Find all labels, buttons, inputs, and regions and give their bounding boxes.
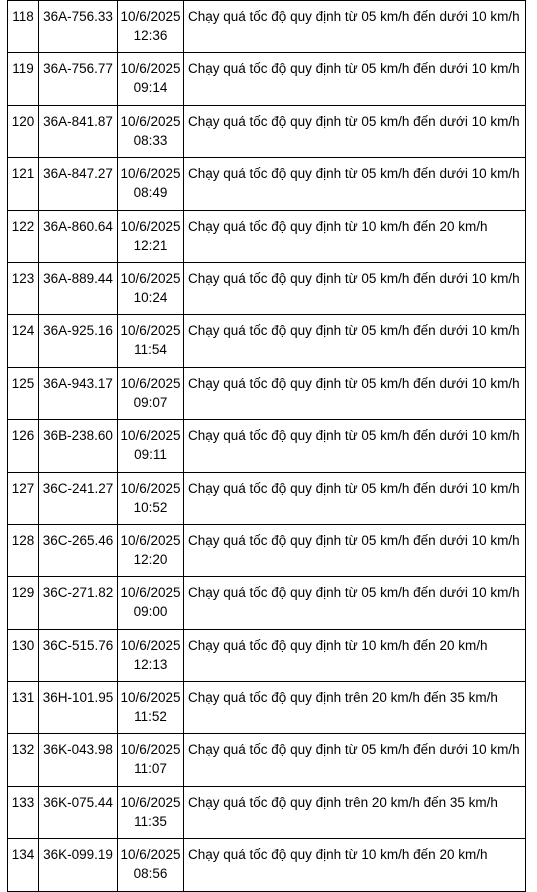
datetime-cell: [118, 1, 184, 53]
violation-cell: Chạy quá tốc độ quy định trên 20 km/h đến 35 km/h: [184, 786, 526, 838]
date-text: 10/6/2025: [120, 585, 181, 601]
time-text: 11:52: [134, 709, 167, 725]
license-plate-cell: 36A-841.87: [39, 105, 118, 157]
date-text: 10/6/2025: [120, 375, 181, 391]
table-row: [8, 367, 526, 419]
table-row: [8, 472, 526, 524]
violation-cell: Chạy quá tốc độ quy định từ 10 km/h đến 20 km/h: [184, 839, 526, 891]
datetime-cell: [118, 472, 184, 524]
license-plate-cell: 36K-075.44: [39, 786, 118, 838]
license-plate-cell: 36H-101.95: [39, 682, 118, 734]
violation-cell: Chạy quá tốc độ quy định từ 05 km/h đến dưới 10 km/h: [184, 1, 526, 53]
datetime-cell: [118, 577, 184, 629]
datetime-cell: [118, 315, 184, 367]
time-text: 10:52: [133, 499, 168, 515]
datetime-cell: [118, 734, 184, 786]
row-number-cell: 134: [8, 839, 39, 891]
violations-table: [7, 0, 526, 892]
date-text: 10/6/2025: [120, 270, 181, 286]
license-plate-cell: 36C-271.82: [39, 577, 118, 629]
table-row: [8, 158, 526, 210]
datetime-cell: [118, 682, 184, 734]
license-plate-cell: 36A-860.64: [39, 210, 118, 262]
datetime-cell: [118, 158, 184, 210]
table-row: [8, 420, 526, 472]
license-plate-cell: 36A-925.16: [39, 315, 118, 367]
date-text: 10/6/2025: [120, 690, 181, 706]
datetime-cell: [118, 367, 184, 419]
license-plate-cell: 36A-889.44: [39, 262, 118, 314]
license-plate-cell: 36A-756.77: [39, 53, 118, 105]
table-row: [8, 315, 526, 367]
time-text: 11:07: [134, 761, 167, 777]
time-text: 09:07: [133, 394, 168, 410]
row-number-cell: 123: [8, 262, 39, 314]
row-number-cell: 121: [8, 158, 39, 210]
time-text: 08:33: [133, 132, 168, 148]
datetime-cell: [118, 53, 184, 105]
date-text: 10/6/2025: [120, 166, 181, 182]
license-plate-cell: 36C-241.27: [39, 472, 118, 524]
date-text: 10/6/2025: [120, 794, 181, 810]
table-row: [8, 682, 526, 734]
date-text: 10/6/2025: [120, 218, 181, 234]
row-number-cell: 124: [8, 315, 39, 367]
time-text: 12:36: [133, 28, 168, 43]
datetime-cell: [118, 524, 184, 576]
violation-cell: Chạy quá tốc độ quy định từ 05 km/h đến dưới 10 km/h: [184, 367, 526, 419]
row-number-cell: 130: [8, 629, 39, 681]
table-row: [8, 786, 526, 838]
time-text: 09:14: [133, 80, 168, 96]
date-text: 10/6/2025: [120, 428, 181, 444]
violation-cell: Chạy quá tốc độ quy định từ 05 km/h đến dưới 10 km/h: [184, 420, 526, 472]
time-text: 08:49: [133, 185, 168, 201]
date-text: 10/6/2025: [120, 61, 181, 77]
violation-cell: Chạy quá tốc độ quy định từ 10 km/h đến 20 km/h: [184, 629, 526, 681]
row-number-cell: 118: [8, 1, 39, 53]
time-text: 11:35: [134, 813, 167, 829]
datetime-cell: [118, 786, 184, 838]
table-row: [8, 53, 526, 105]
row-number-cell: 122: [8, 210, 39, 262]
license-plate-cell: 36A-756.33: [39, 1, 118, 53]
time-text: 12:20: [133, 551, 168, 567]
date-text: 10/6/2025: [120, 9, 181, 24]
time-text: 10:24: [133, 289, 168, 305]
license-plate-cell: 36C-265.46: [39, 524, 118, 576]
datetime-cell: [118, 629, 184, 681]
row-number-cell: 133: [8, 786, 39, 838]
row-number-cell: 125: [8, 367, 39, 419]
row-number-cell: 119: [8, 53, 39, 105]
time-text: 09:11: [134, 447, 167, 463]
time-text: 08:56: [133, 866, 168, 882]
time-text: 12:21: [133, 237, 168, 253]
violation-cell: Chạy quá tốc độ quy định trên 20 km/h đến 35 km/h: [184, 682, 526, 734]
license-plate-cell: 36K-099.19: [39, 839, 118, 891]
row-number-cell: 128: [8, 524, 39, 576]
date-text: 10/6/2025: [120, 480, 181, 496]
row-number-cell: 131: [8, 682, 39, 734]
datetime-cell: [118, 262, 184, 314]
time-text: 09:00: [133, 604, 168, 620]
table-row: [8, 839, 526, 891]
table-row: [8, 105, 526, 157]
table-row: [8, 210, 526, 262]
row-number-cell: 129: [8, 577, 39, 629]
violation-cell: Chạy quá tốc độ quy định từ 05 km/h đến dưới 10 km/h: [184, 315, 526, 367]
date-text: 10/6/2025: [120, 323, 181, 339]
violation-cell: Chạy quá tốc độ quy định từ 05 km/h đến dưới 10 km/h: [184, 734, 526, 786]
table-row: [8, 577, 526, 629]
table-row: [8, 262, 526, 314]
license-plate-cell: 36A-847.27: [39, 158, 118, 210]
date-text: 10/6/2025: [120, 113, 181, 129]
row-number-cell: 126: [8, 420, 39, 472]
datetime-cell: [118, 210, 184, 262]
violation-cell: Chạy quá tốc độ quy định từ 05 km/h đến dưới 10 km/h: [184, 158, 526, 210]
date-text: 10/6/2025: [120, 532, 181, 548]
row-number-cell: 120: [8, 105, 39, 157]
violation-cell: Chạy quá tốc độ quy định từ 05 km/h đến dưới 10 km/h: [184, 105, 526, 157]
table-row: [8, 524, 526, 576]
datetime-cell: [118, 839, 184, 891]
table-row: [8, 1, 526, 53]
datetime-cell: [118, 105, 184, 157]
time-text: 11:54: [134, 342, 167, 358]
violation-cell: Chạy quá tốc độ quy định từ 05 km/h đến dưới 10 km/h: [184, 53, 526, 105]
time-text: 12:13: [133, 656, 168, 672]
row-number-cell: 127: [8, 472, 39, 524]
license-plate-cell: 36C-515.76: [39, 629, 118, 681]
date-text: 10/6/2025: [120, 847, 181, 863]
violation-cell: Chạy quá tốc độ quy định từ 05 km/h đến dưới 10 km/h: [184, 472, 526, 524]
violation-cell: Chạy quá tốc độ quy định từ 10 km/h đến 20 km/h: [184, 210, 526, 262]
license-plate-cell: 36K-043.98: [39, 734, 118, 786]
date-text: 10/6/2025: [120, 637, 181, 653]
date-text: 10/6/2025: [120, 742, 181, 758]
violation-cell: Chạy quá tốc độ quy định từ 05 km/h đến dưới 10 km/h: [184, 577, 526, 629]
violation-cell: Chạy quá tốc độ quy định từ 05 km/h đến dưới 10 km/h: [184, 262, 526, 314]
license-plate-cell: 36B-238.60: [39, 420, 118, 472]
row-number-cell: 132: [8, 734, 39, 786]
violation-cell: Chạy quá tốc độ quy định từ 05 km/h đến dưới 10 km/h: [184, 524, 526, 576]
license-plate-cell: 36A-943.17: [39, 367, 118, 419]
table-row: [8, 629, 526, 681]
table-row: [8, 734, 526, 786]
datetime-cell: [118, 420, 184, 472]
violations-table-body: [8, 1, 526, 892]
